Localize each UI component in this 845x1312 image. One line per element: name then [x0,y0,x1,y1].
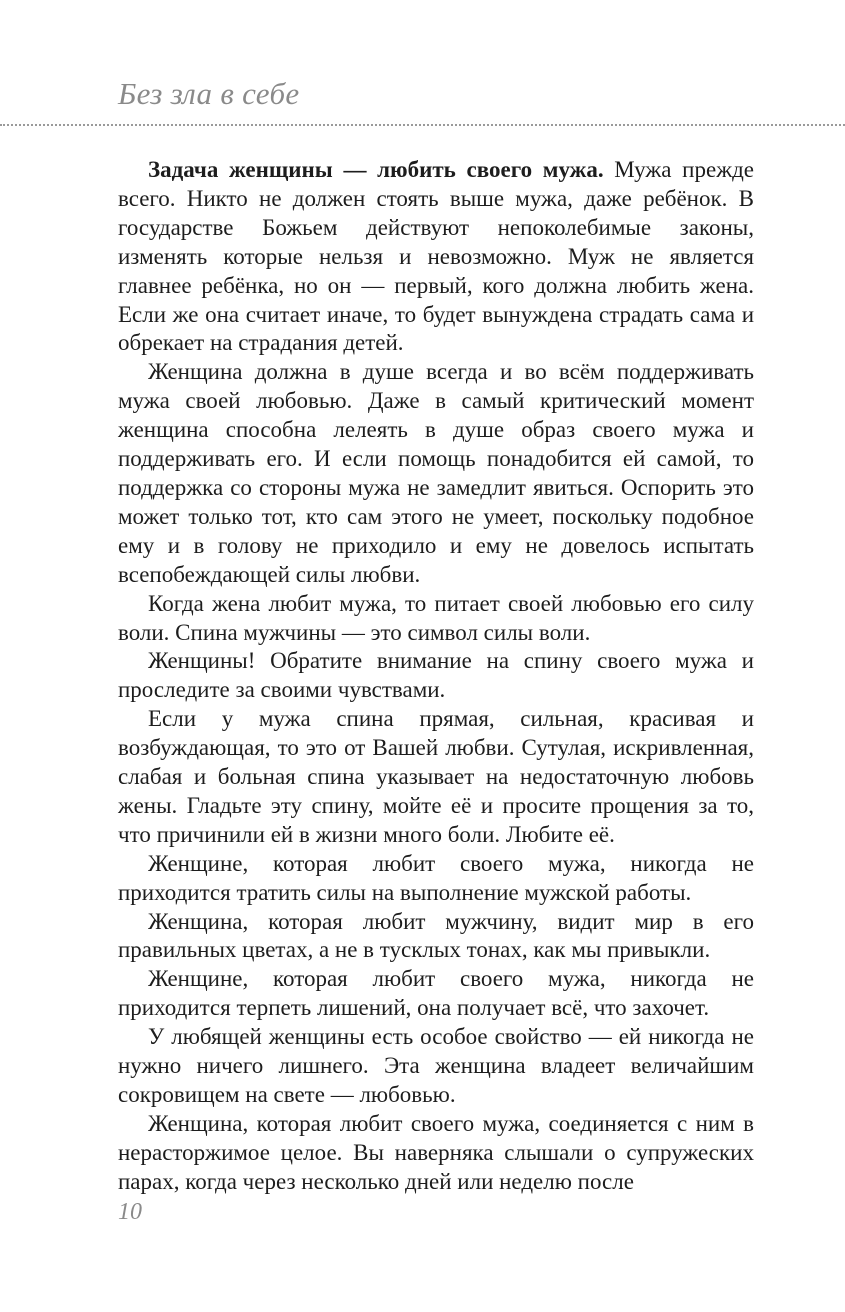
paragraph-4: Женщины! Обратите внимание на спину своего мужа и проследите за своими чувствами. [118,648,754,703]
paragraph-6: Женщине, которая любит своего мужа, никогда не приходится тратить силы на выполнение мужской работы. [118,850,754,905]
paragraph-10: Женщина, которая любит своего мужа, соединяется с ним в нерасторжимое целое. Вы наверняка слышали о супружеских парах, когда через несколько дней или неделю после [118,1110,754,1194]
paragraph-8: Женщине, которая любит своего мужа, никогда не приходится терпеть лишений, она получает всё, что захочет. [118,966,754,1021]
paragraph-text: Мужа прежде всего. Никто не должен стоять выше мужа, даже ребёнок. В государстве Божьем действуют непоколебимые законы, изменять которые нельзя и невозможно. Муж не является главнее ребёнка, но он — первый, кого должна любить жена. Если же она считает иначе, то будет вынуждена страдать сама и обрекает на страдания детей. [118,157,754,356]
paragraph-9: У любящей женщины есть особое свойство — ей никогда не нужно ничего лишнего. Эта женщина владеет величайшим сокровищем на свете — любовью. [118,1024,754,1107]
running-head: Без зла в себе [118,76,300,111]
dotted-divider [0,124,845,126]
paragraph-2: Женщина должна в душе всегда и во всём поддерживать мужа своей любовью. Даже в самый критический момент женщина способна лелеять в душе образ своего мужа и поддерживать его. И если помощь понадобится ей самой, то поддержка со стороны мужа не замедлит явиться. Оспорить это может только тот, кто сам этого не умеет, поскольку подобное ему и в голову не приходило и ему не довелось испытать всепобеждающей силы любви. [118,359,754,587]
paragraph-5: Если у мужа спина прямая, сильная, красивая и возбуждающая, то это от Вашей любви. Сутулая, искривленная, слабая и больная спина указывает на недостаточную любовь жены. Гладьте эту спину, мойте её и просите прощения за то, что причинили ей в жизни много боли. Любите её. [118,706,754,847]
paragraph-lead: Задача женщины — любить своего мужа. [148,157,604,182]
paragraph-1 [118,156,754,358]
paragraph-3: Когда жена любит мужа, то питает своей любовью его силу воли. Спина мужчины — это символ силы воли. [118,590,754,645]
page-number: 10 [118,1199,142,1225]
paragraph-7: Женщина, которая любит мужчину, видит мир в его правильных цветах, а не в тусклых тонах, как мы привыкли. [118,908,754,963]
body-text [118,156,754,1197]
